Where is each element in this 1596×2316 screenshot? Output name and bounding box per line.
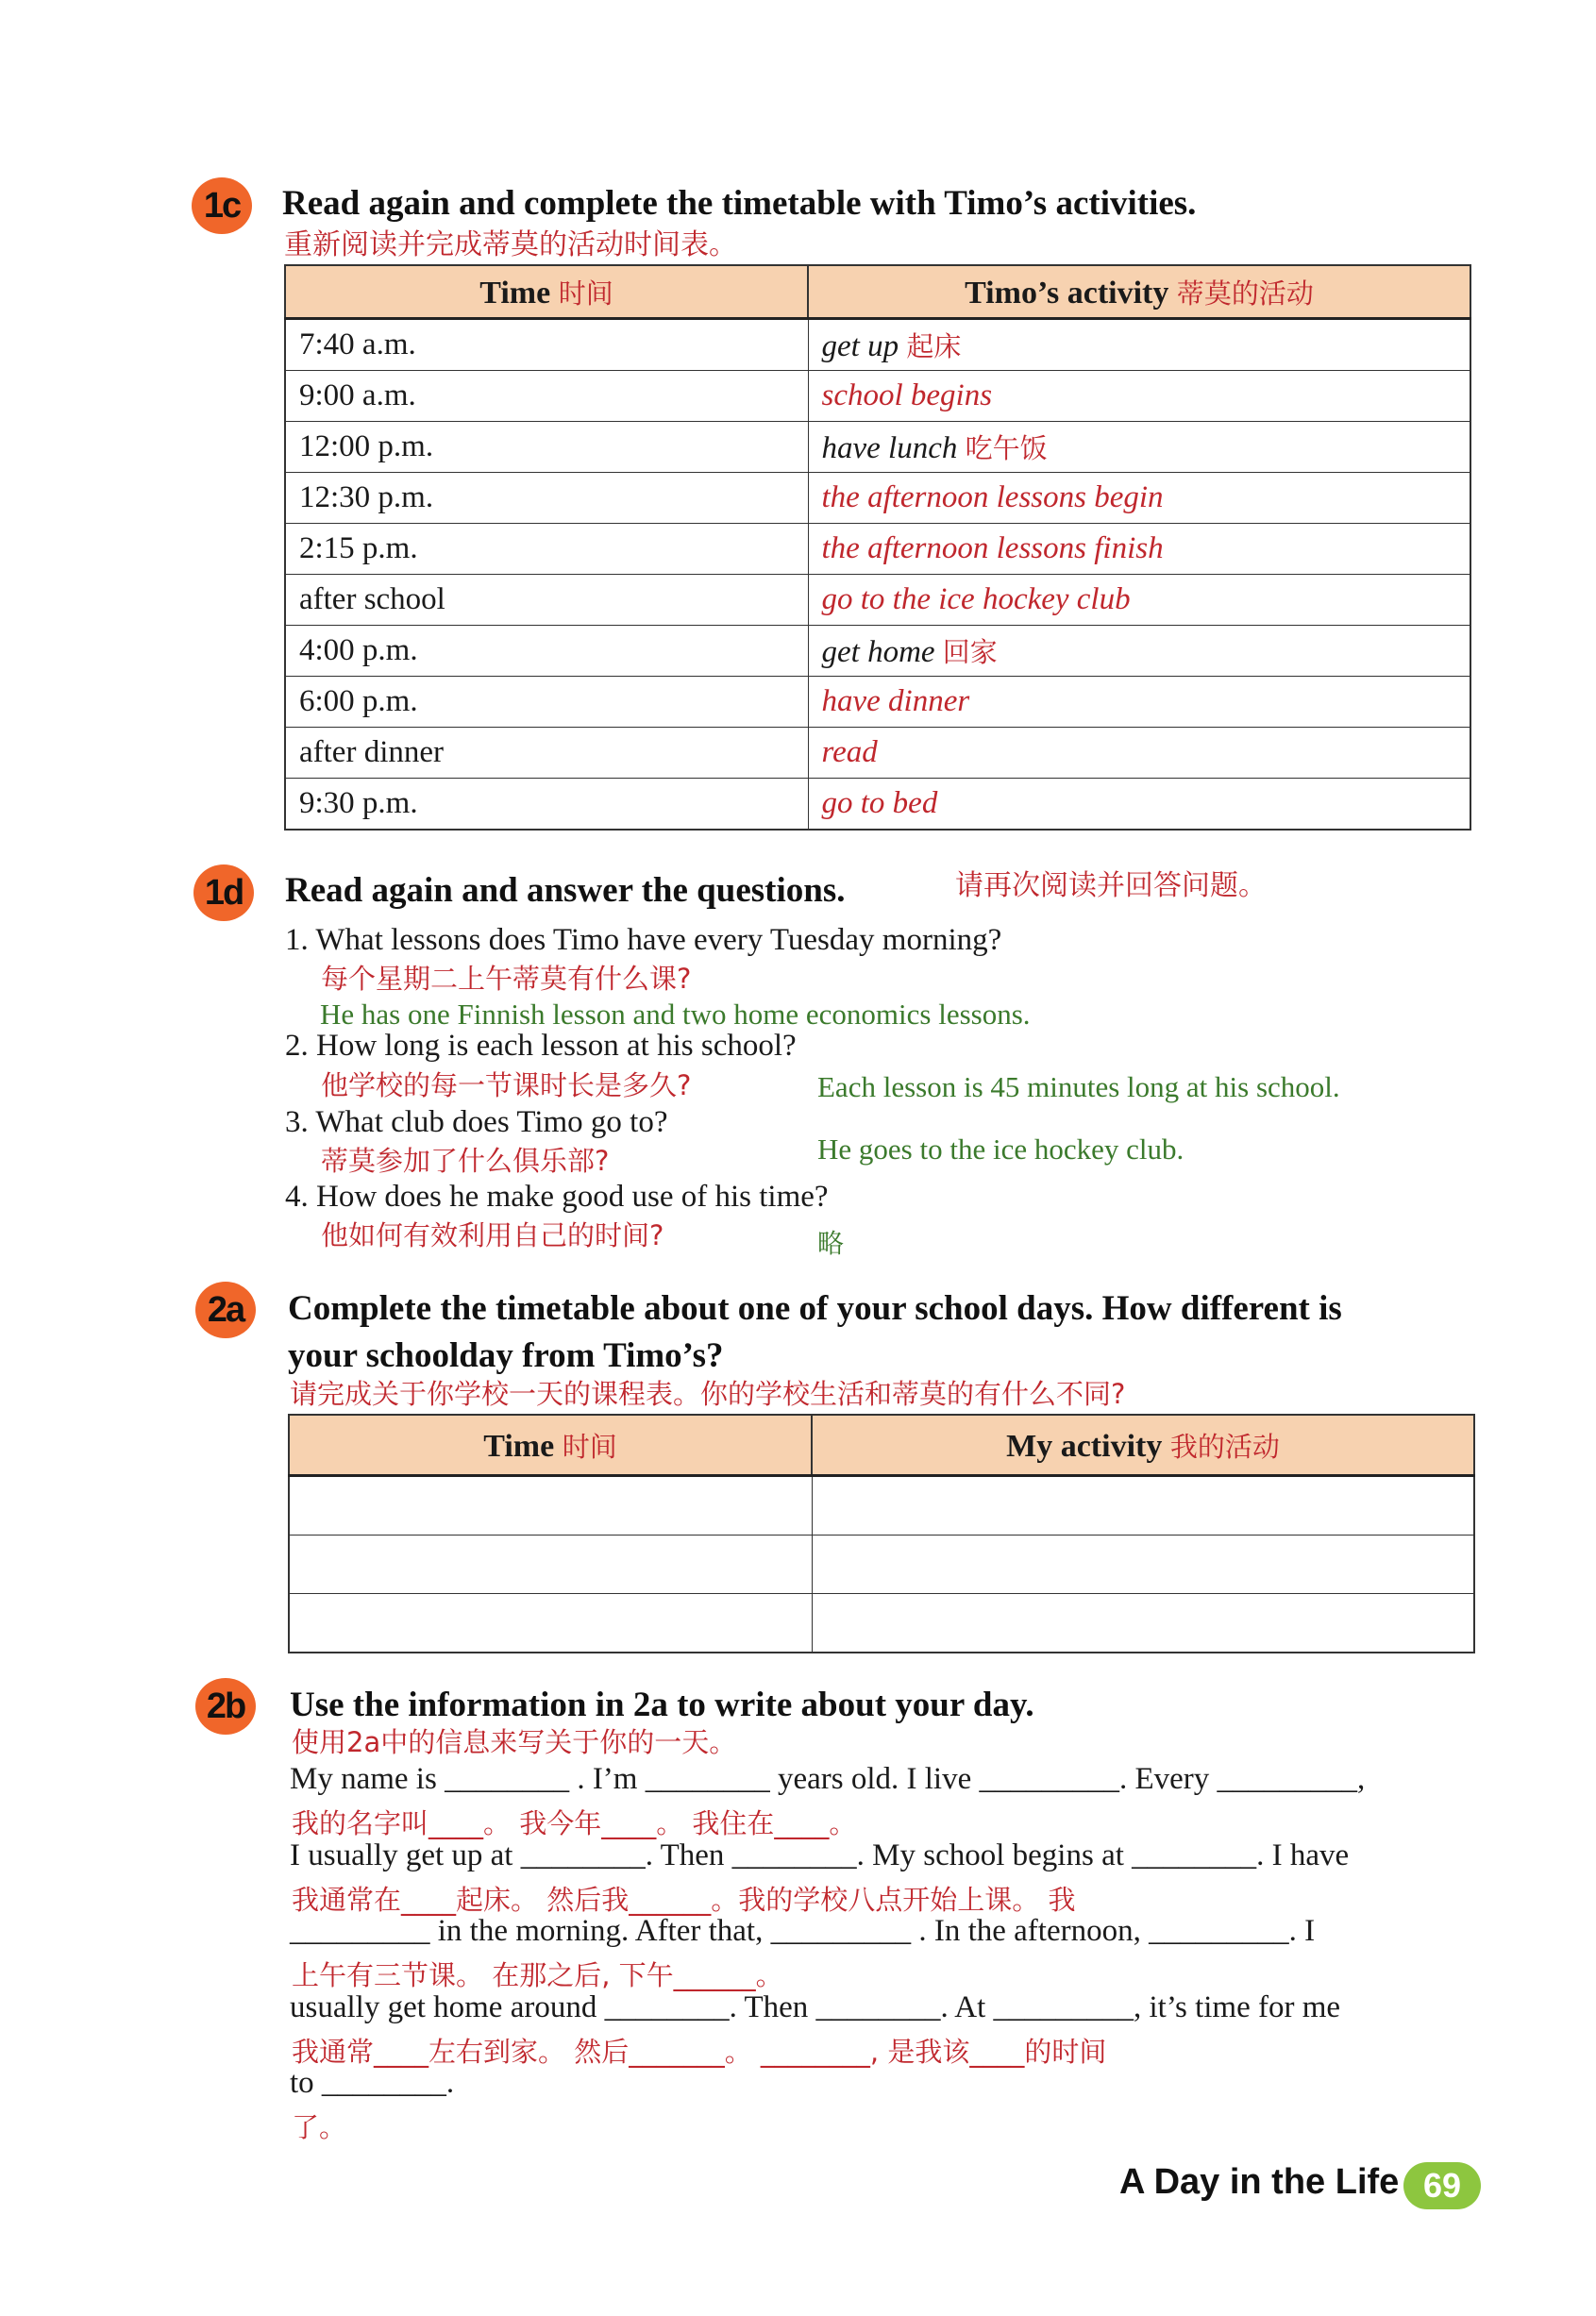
writing-cn-4: 我通常____左右到家。 然后_______。 ________, 是我该____的时间: [292, 2036, 1107, 2068]
time-input-cell[interactable]: [289, 1594, 812, 1653]
time-cell: 2:15 p.m.: [285, 524, 808, 575]
table-row: [285, 575, 1470, 626]
writing-cn-3: 上午有三节课。 在那之后, 下午______。: [292, 1959, 783, 1991]
table-row: [285, 779, 1470, 831]
timetable-header-time: Time 时间: [285, 265, 808, 319]
writing-cn-1: 我的名字叫____。 我今年____。 我住在____。: [292, 1807, 857, 1839]
section-badge-1c: 1c: [192, 177, 252, 234]
activity-cell: have dinner: [808, 677, 1470, 728]
activity-cell: go to the ice hockey club: [808, 575, 1470, 626]
answer-4: 略: [817, 1228, 845, 1259]
question-1-cn: 每个星期二上午蒂莫有什么课?: [321, 963, 692, 995]
my-timetable: [288, 1414, 1475, 1653]
question-2: 2. How long is each lesson at his school?: [285, 1029, 797, 1063]
timo-timetable: [284, 264, 1471, 831]
my-timetable-header-activity: My activity 我的活动: [812, 1415, 1474, 1476]
table-row: [285, 677, 1470, 728]
time-cell: after dinner: [285, 728, 808, 779]
time-cell: 12:00 p.m.: [285, 422, 808, 473]
writing-line-5: to ________.: [290, 2066, 455, 2100]
table-row: [285, 524, 1470, 575]
writing-cn-5: 了。: [292, 2111, 347, 2143]
page-number: 69: [1403, 2162, 1481, 2209]
section-1c-title-cn: 重新阅读并完成蒂莫的活动时间表。: [284, 228, 737, 261]
time-cell: 4:00 p.m.: [285, 626, 808, 677]
section-1d-title-cn: 请再次阅读并回答问题。: [955, 869, 1267, 902]
writing-line-3: _________ in the morning. After that, _________ . In the afternoon, _________. I: [290, 1914, 1316, 1948]
question-4: 4. How does he make good use of his time?: [285, 1180, 829, 1214]
activity-cell: the afternoon lessons begin: [808, 473, 1470, 524]
section-badge-1d: 1d: [193, 864, 254, 921]
footer-title: A Day in the Life: [1119, 2162, 1400, 2202]
table-row: [285, 422, 1470, 473]
table-row: [289, 1536, 1474, 1594]
my-timetable-header-time: Time 时间: [289, 1415, 812, 1476]
table-row: [285, 319, 1470, 371]
table-row: [285, 626, 1470, 677]
table-row: [285, 473, 1470, 524]
time-input-cell[interactable]: [289, 1476, 812, 1536]
time-cell: 9:00 a.m.: [285, 371, 808, 422]
time-cell: 6:00 p.m.: [285, 677, 808, 728]
answer-2: Each lesson is 45 minutes long at his school.: [817, 1070, 1340, 1103]
activity-input-cell[interactable]: [812, 1476, 1474, 1536]
timetable-header-activity: Timo’s activity 蒂莫的活动: [808, 265, 1470, 319]
section-2a-title-cn: 请完成关于你学校一天的课程表。你的学校生活和蒂莫的有什么不同?: [290, 1378, 1126, 1410]
activity-cell: school begins: [808, 371, 1470, 422]
writing-line-2: I usually get up at ________. Then ________. My school begins at ________. I have: [290, 1838, 1350, 1872]
section-2b-title-cn: 使用2a中的信息来写关于你的一天。: [292, 1726, 737, 1758]
question-3-cn: 蒂莫参加了什么俱乐部?: [321, 1145, 610, 1177]
section-badge-2a: 2a: [195, 1282, 256, 1338]
question-3: 3. What club does Timo go to?: [285, 1105, 668, 1139]
time-cell: 12:30 p.m.: [285, 473, 808, 524]
table-row: [285, 728, 1470, 779]
activity-input-cell[interactable]: [812, 1594, 1474, 1653]
table-row: [285, 371, 1470, 422]
time-cell: after school: [285, 575, 808, 626]
section-2a-title-line2: your schoolday from Timo’s?: [288, 1336, 724, 1375]
section-2a-title-line1: Complete the timetable about one of your school days. How different is: [288, 1289, 1342, 1328]
activity-cell: get home 回家: [808, 626, 1470, 677]
activity-cell: read: [808, 728, 1470, 779]
section-badge-2b: 2b: [195, 1678, 256, 1735]
answer-1: He has one Finnish lesson and two home economics lessons.: [320, 998, 1031, 1031]
time-input-cell[interactable]: [289, 1536, 812, 1594]
question-2-cn: 他学校的每一节课时长是多久?: [321, 1069, 692, 1101]
time-cell: 9:30 p.m.: [285, 779, 808, 831]
section-2b-title: Use the information in 2a to write about your day.: [290, 1686, 1034, 1724]
question-4-cn: 他如何有效利用自己的时间?: [321, 1219, 664, 1251]
writing-line-1: My name is ________ . I’m ________ years old. I live _________. Every _________,: [290, 1762, 1366, 1796]
table-row: [289, 1476, 1474, 1536]
section-1d-title: Read again and answer the questions.: [285, 871, 846, 910]
activity-cell: the afternoon lessons finish: [808, 524, 1470, 575]
activity-cell: have lunch 吃午饭: [808, 422, 1470, 473]
activity-cell: get up 起床: [808, 319, 1470, 371]
section-1c-title: Read again and complete the timetable with Timo’s activities.: [282, 184, 1197, 223]
writing-line-4: usually get home around ________. Then ________. At _________, it’s time for me: [290, 1990, 1341, 2024]
activity-cell: go to bed: [808, 779, 1470, 831]
activity-input-cell[interactable]: [812, 1536, 1474, 1594]
answer-3: He goes to the ice hockey club.: [817, 1133, 1184, 1166]
question-1: 1. What lessons does Timo have every Tuesday morning?: [285, 923, 1002, 957]
table-row: [289, 1594, 1474, 1653]
time-cell: 7:40 a.m.: [285, 319, 808, 371]
writing-cn-2: 我通常在____起床。 然后我______。我的学校八点开始上课。 我: [292, 1884, 1076, 1916]
